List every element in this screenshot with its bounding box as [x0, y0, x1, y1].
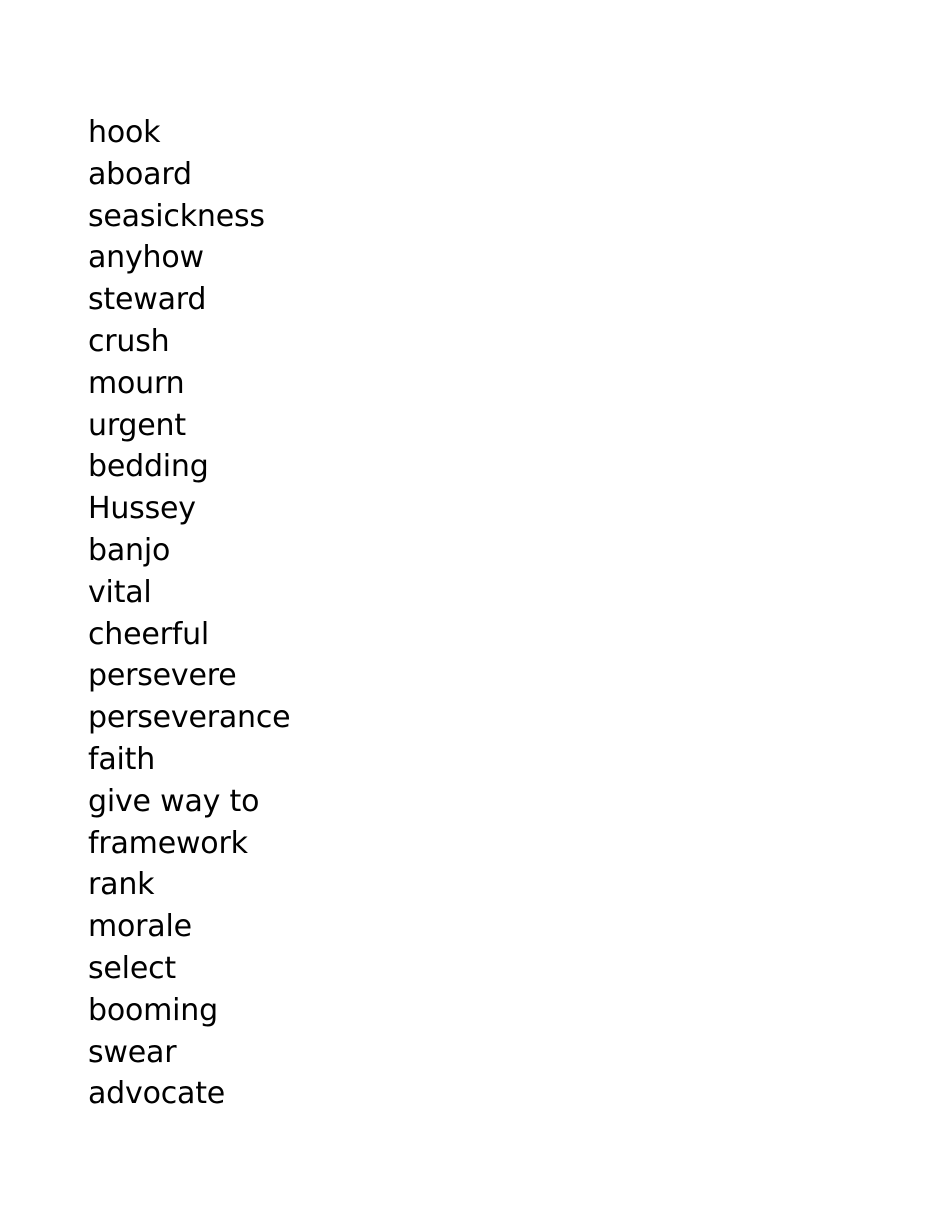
list-item: steward: [88, 282, 207, 318]
list-item: Hussey: [88, 491, 196, 527]
list-item: faith: [88, 741, 156, 777]
list-item: swear: [88, 1034, 177, 1070]
list-item: seasickness: [88, 198, 265, 234]
list-item: rank: [88, 867, 155, 903]
list-item: urgent: [88, 407, 186, 443]
list-item: anyhow: [88, 240, 204, 276]
list-item: select: [88, 950, 176, 986]
list-item: booming: [88, 992, 218, 1028]
list-item: aboard: [88, 156, 192, 192]
list-item: cheerful: [88, 616, 210, 652]
list-item: crush: [88, 323, 170, 359]
list-item: vital: [88, 574, 152, 610]
list-item: give way to: [88, 783, 260, 819]
list-item: perseverance: [88, 700, 291, 736]
list-item: advocate: [88, 1076, 226, 1112]
list-item: bedding: [88, 449, 209, 485]
list-item: banjo: [88, 532, 171, 568]
list-item: morale: [88, 909, 192, 945]
list-item: mourn: [88, 365, 185, 401]
vocabulary-list: [88, 112, 290, 1115]
list-item: hook: [88, 115, 161, 150]
list-item: framework: [88, 825, 248, 861]
list-item: persevere: [88, 658, 237, 694]
